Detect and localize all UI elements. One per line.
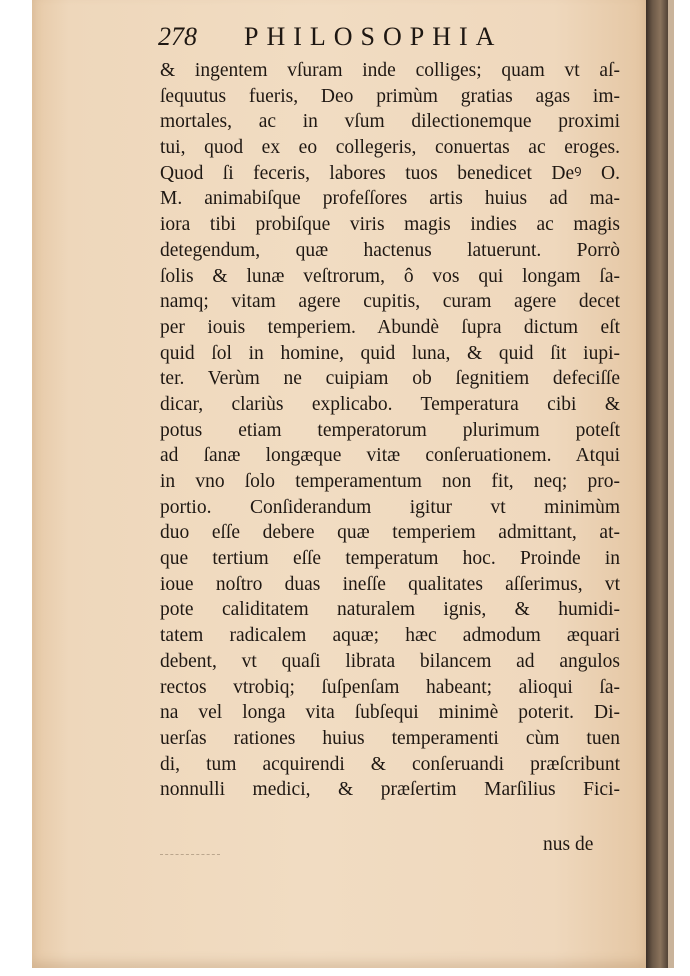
text-line: rectos vtrobiq; ſuſpenſam habeant; alioqui ſa- — [160, 676, 620, 698]
text-line: M. animabiſque profeſſores artis huius ad ma- — [160, 188, 620, 210]
text-line: ſolis & lunæ veſtrorum, ô vos qui longam ſa- — [160, 265, 620, 287]
text-line: namq; vitam agere cupitis, curam agere decet — [160, 291, 620, 313]
text-line: ter. Verùm ne cuipiam ob ſegnitiem defeciſſe — [160, 368, 620, 390]
text-line: dicar, clariùs explicabo. Temperatura cibi & — [160, 393, 620, 415]
text-line: mortales, ac in vſum dilectionemque proximi — [160, 111, 620, 133]
text-line: debent, vt quaſi librata bilancem ad angulos — [160, 650, 620, 672]
body-text — [160, 58, 620, 803]
page-header — [158, 22, 618, 54]
text-line: di, tum acquirendi & conſeruandi præſcribunt — [160, 753, 620, 775]
catchword: nus de — [543, 834, 594, 855]
text-line: ſequutus fueris, Deo primùm gratias agas im- — [160, 85, 620, 107]
text-line: tui, quod ex eo collegeris, conuertas ac eroges. — [160, 137, 620, 159]
text-line: nonnulli medici, & præſertim Marſilius Fici- — [160, 779, 620, 801]
text-line: na vel longa vita ſubſequi minimè poterit. Di- — [160, 702, 620, 724]
page-number: 278 — [158, 22, 197, 51]
text-line: detegendum, quæ hactenus latuerunt. Porrò — [160, 239, 620, 261]
text-line: que tertium eſſe temperatum hoc. Proinde in — [160, 548, 620, 570]
text-line: tatem radicalem aquæ; hæc admodum æquari — [160, 625, 620, 647]
running-title: PHILOSOPHIA — [244, 22, 503, 51]
text-line: pote caliditatem naturalem ignis, & humidi- — [160, 599, 620, 621]
text-line: duo eſſe debere quæ temperiem admittant, at- — [160, 522, 620, 544]
text-line: potus etiam temperatorum plurimum poteſt — [160, 419, 620, 441]
gutter-edge — [668, 0, 674, 968]
text-line: in vno ſolo temperamentum non fit, neq; pro- — [160, 471, 620, 492]
text-line: uerſas rationes huius temperamenti cùm tuen — [160, 727, 620, 749]
bottom-margin-strip — [0, 968, 690, 976]
text-line: iora tibi probiſque viris magis indies ac magis — [160, 214, 620, 236]
text-line: quid ſol in homine, quid luna, & quid ſit iupi- — [160, 342, 620, 364]
text-line: Quod ſi feceris, labores tuos benedicet Deꝰ O. — [160, 162, 620, 184]
text-line: per iouis temperiem. Abundè ſupra dictum eſt — [160, 316, 620, 338]
text-line: & ingentem vſuram inde colliges; quam vt aſ- — [160, 60, 620, 81]
text-line: portio. Conſiderandum igitur vt minimùm — [160, 496, 620, 518]
text-line: ioue noſtro duas ineſſe qualitates aſſerimus, vt — [160, 573, 620, 595]
ink-smudge — [160, 840, 220, 855]
text-line: ad ſanæ longæque vitæ conſeruationem. Atqui — [160, 445, 620, 467]
